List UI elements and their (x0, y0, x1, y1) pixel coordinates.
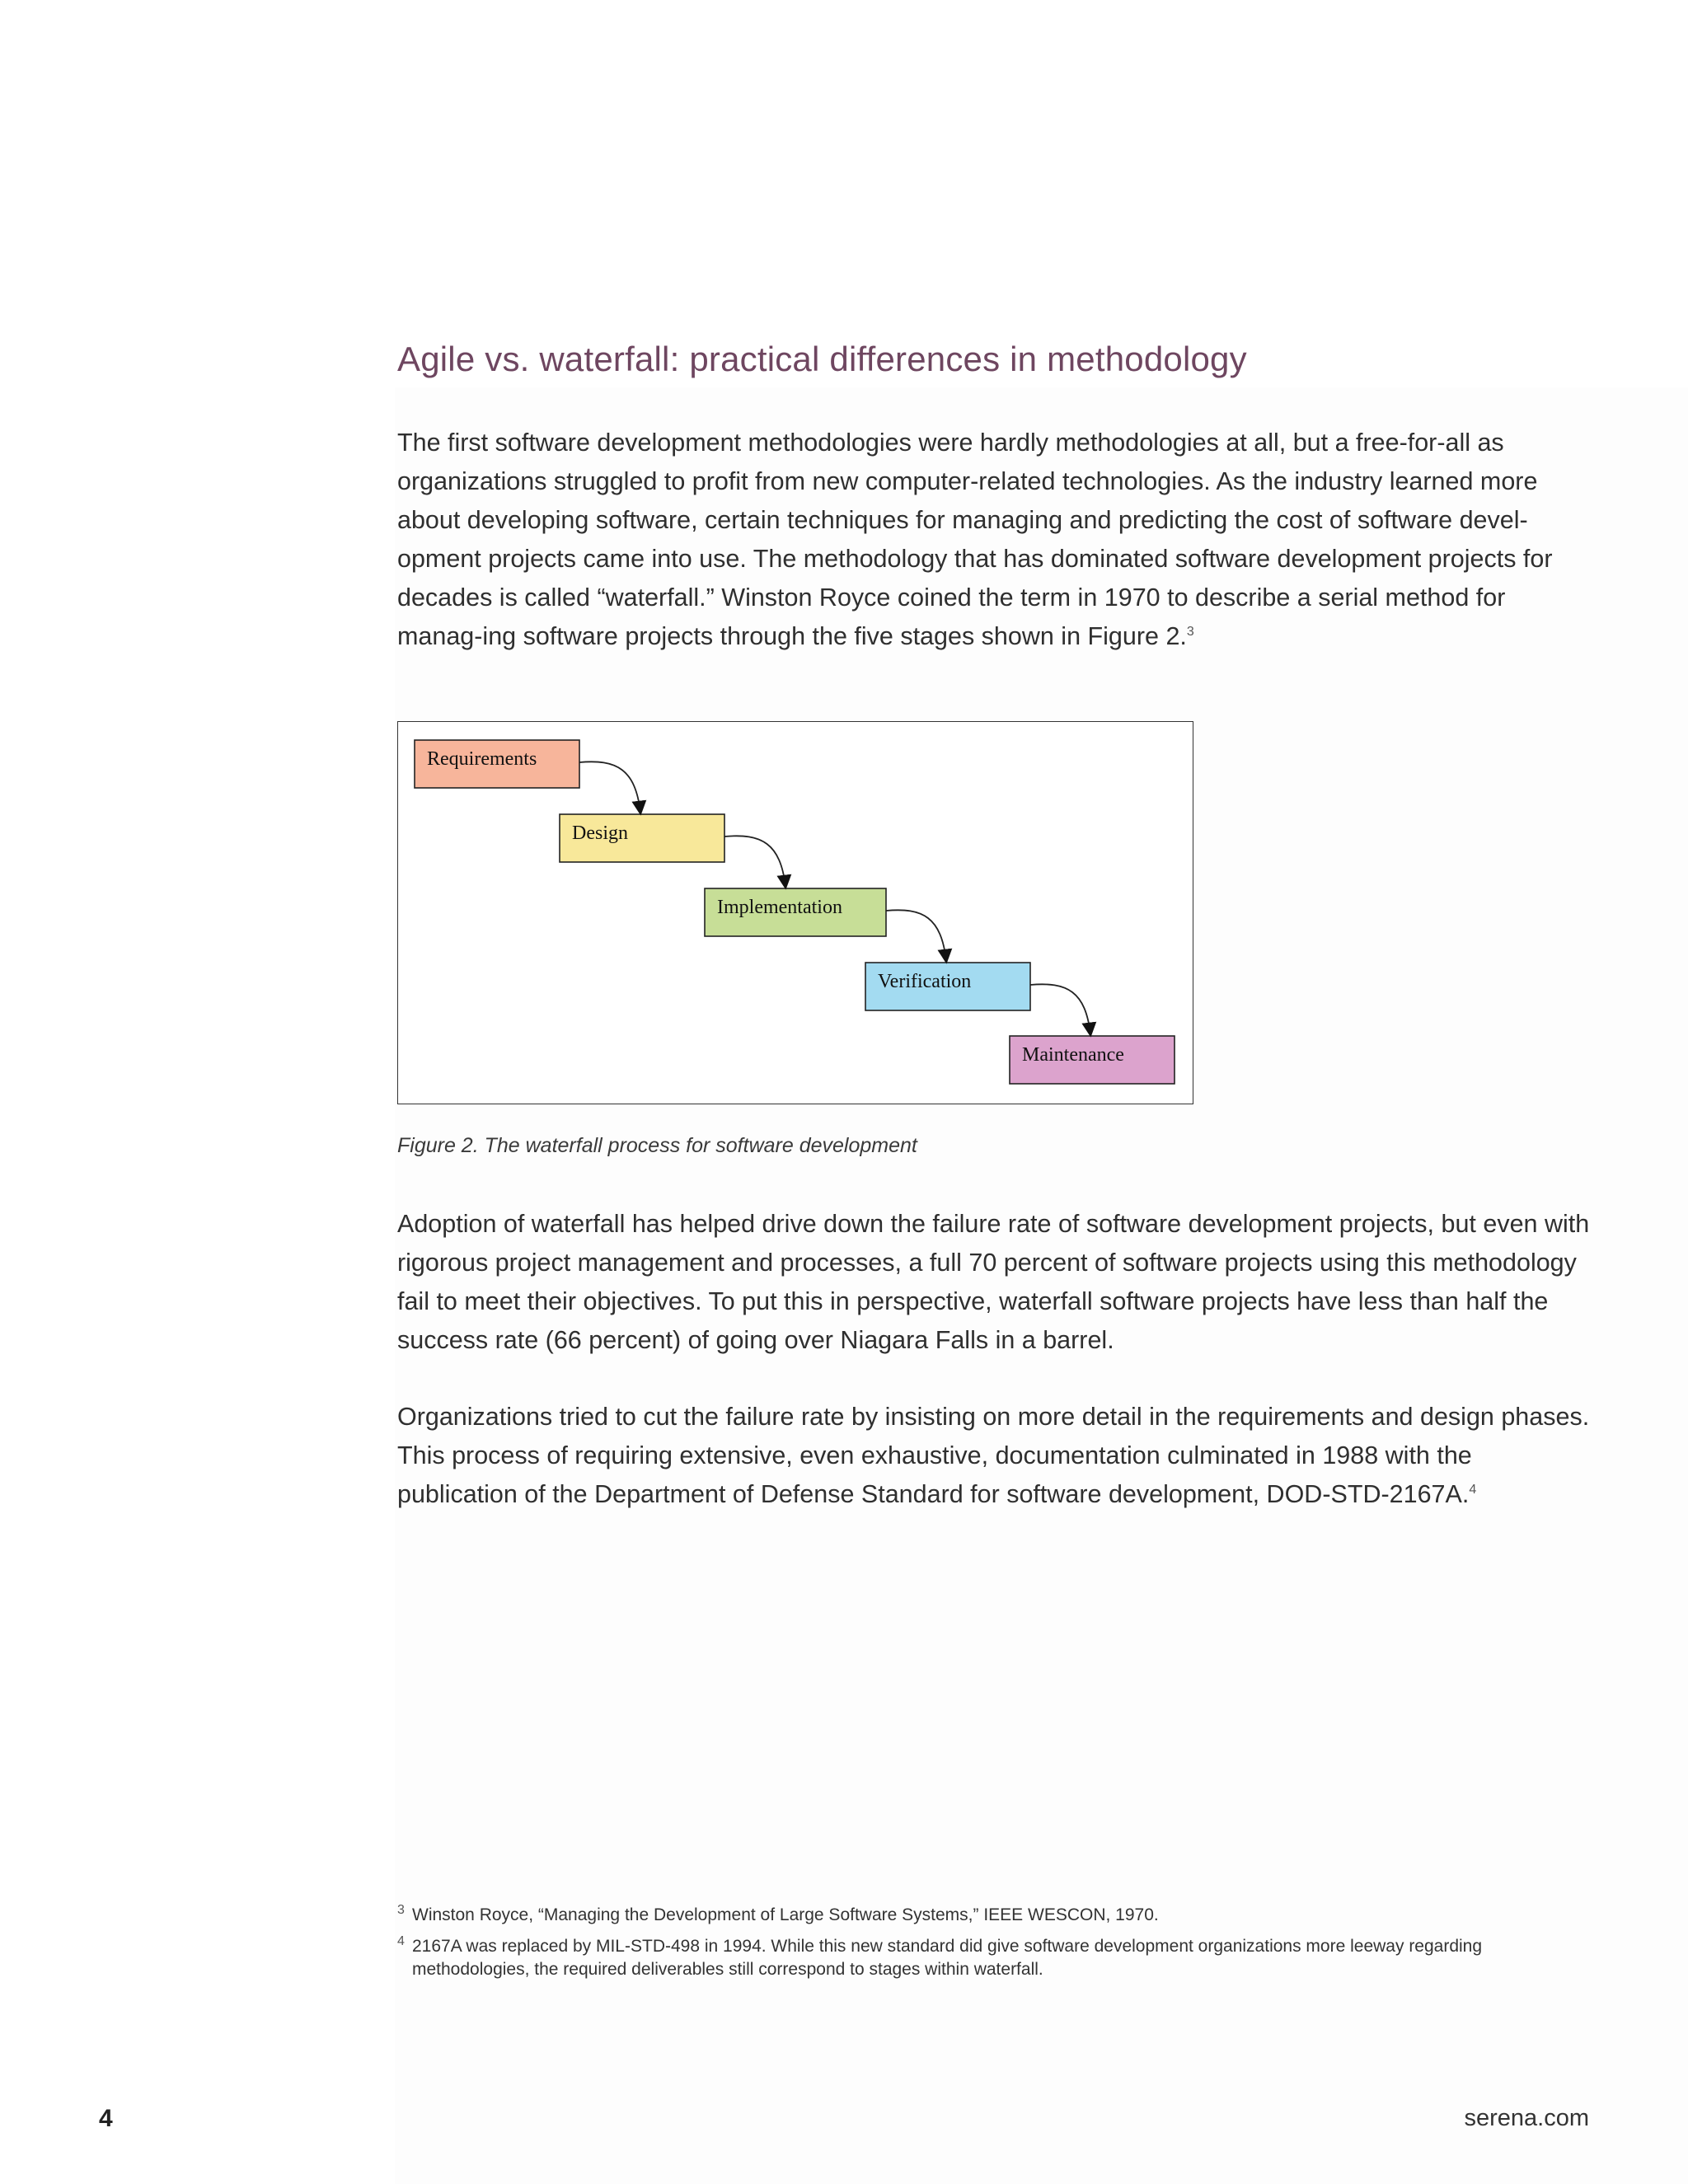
footnote-3 (397, 1904, 1592, 1927)
paragraph-intro (397, 424, 1592, 656)
section-heading: Agile vs. waterfall: practical differences in methodology (397, 340, 1247, 378)
waterfall-diagram (398, 722, 1192, 1103)
flow-arrow (886, 910, 946, 961)
footer-site-link[interactable]: serena.com (1464, 2105, 1589, 2131)
paragraph-organizations-text: Organizations tried to cut the failure rate by insisting on more detail in the requirements and design phases. This process of requiring extensive, even exhaustive, documentation culminated in 1988 with the publication of the Department of Defense Standard for software development, DOD-STD-2167A. (397, 1403, 1590, 1508)
flow-arrow (1030, 984, 1090, 1034)
stage-design (560, 814, 724, 862)
footnote-text: 2167A was replaced by MIL-STD-498 in 1994. While this new standard did give software development organizations more leeway regarding methodologies, the required deliverables still correspond to stages within waterfall. (412, 1937, 1483, 1979)
paragraph-intro-text: The first software development methodologies were hardly methodologies at all, but a free-for-all as organizations struggled to profit from new computer-related technologies. As the industry learned more about developing software, certain techniques for managing and predicting the cost of software devel-opment projects came into use. The methodology that has dominated software development projects for decades is called “waterfall.” Winston Royce coined the term in 1970 to describe a serial method for manag-ing software projects through the five stages shown in Figure 2. (397, 429, 1553, 650)
stage-implementation (705, 888, 886, 936)
stage-verification (865, 963, 1030, 1010)
stage-label: Implementation (717, 897, 842, 918)
footnote-text: Winston Royce, “Managing the Development of Large Software Systems,” IEEE WESCON, 1970. (412, 1905, 1159, 1924)
footnote-number: 3 (397, 1903, 405, 1917)
stage-maintenance (1010, 1036, 1175, 1084)
paragraph-organizations (397, 1398, 1592, 1514)
figure-caption: Figure 2. The waterfall process for software development (397, 1134, 917, 1157)
flow-arrow (724, 836, 785, 887)
stage-label: Design (572, 823, 628, 844)
footnotes (397, 1904, 1592, 1990)
stage-label: Maintenance (1022, 1044, 1124, 1066)
flow-arrow (579, 762, 640, 813)
paragraph-adoption: Adoption of waterfall has helped drive down the failure rate of software development projects, but even with rigorous project management and processes, a full 70 percent of software projects using this methodology fail to meet their objectives. To put this in perspective, waterfall software projects have less than half the success rate (66 percent) of going over Niagara Falls in a barrel. (397, 1210, 1590, 1354)
stage-label: Verification (878, 971, 972, 992)
footnote-number: 4 (397, 1934, 405, 1948)
page-number: 4 (99, 2105, 113, 2132)
footnote-4 (397, 1935, 1592, 1981)
stage-label: Requirements (427, 748, 537, 770)
footnote-ref-3[interactable]: 3 (1186, 624, 1194, 639)
waterfall-figure (397, 721, 1193, 1104)
stage-requirements (415, 740, 579, 788)
footnote-ref-4[interactable]: 4 (1469, 1482, 1477, 1497)
